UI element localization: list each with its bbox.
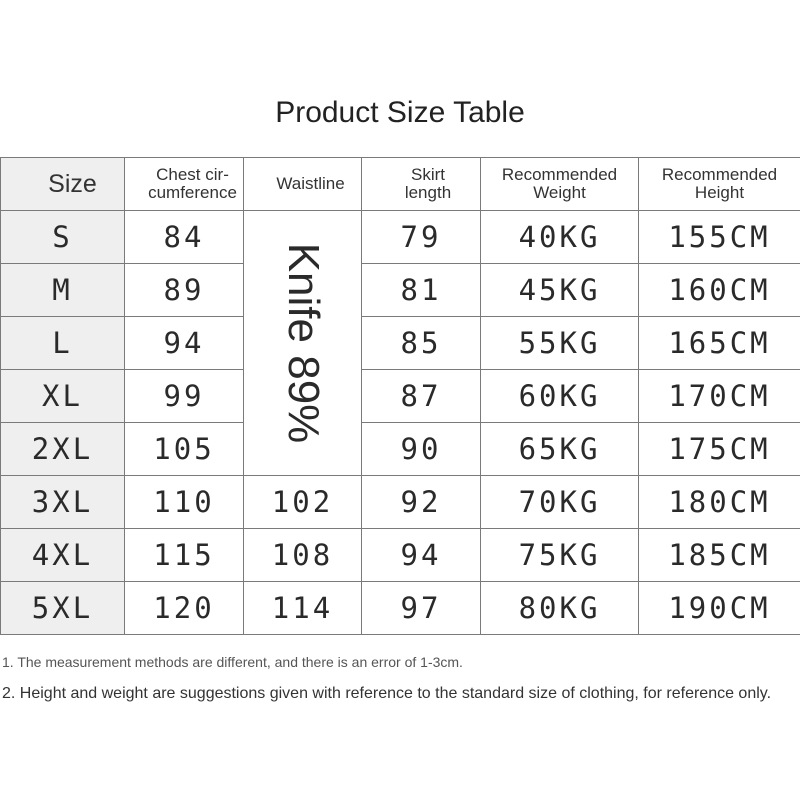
skirt-cell: 81: [362, 264, 481, 317]
header-weight-line2: Weight: [533, 183, 586, 202]
knife-label: Knife 89%: [278, 242, 328, 444]
size-table: [0, 157, 800, 635]
weight-cell: 75KG: [481, 529, 639, 582]
note-measurement-error: 1. The measurement methods are different, and there is an error of 1-3cm.: [2, 654, 463, 670]
height-cell: 180CM: [639, 476, 800, 529]
height-cell: 170CM: [639, 370, 800, 423]
chest-cell: 115: [125, 529, 244, 582]
header-recommended-weight: [481, 158, 639, 211]
table-row: [1, 317, 800, 370]
height-cell: 155CM: [639, 211, 800, 264]
height-cell: 160CM: [639, 264, 800, 317]
chest-cell: 89: [125, 264, 244, 317]
table-row: [1, 264, 800, 317]
weight-cell: 55KG: [481, 317, 639, 370]
table-row: [1, 423, 800, 476]
weight-cell: 45KG: [481, 264, 639, 317]
size-cell: 5XL: [1, 582, 125, 635]
header-recommended-height: [639, 158, 800, 211]
skirt-cell: 94: [362, 529, 481, 582]
height-cell: 190CM: [639, 582, 800, 635]
height-cell: 165CM: [639, 317, 800, 370]
header-row: [1, 158, 800, 211]
header-height-line2: Height: [694, 183, 745, 202]
table-row: [1, 582, 800, 635]
waist-cell: 108: [244, 529, 362, 582]
chest-cell: 99: [125, 370, 244, 423]
chest-cell: 120: [125, 582, 244, 635]
table-row: [1, 529, 800, 582]
weight-cell: 80KG: [481, 582, 639, 635]
chest-cell: 94: [125, 317, 244, 370]
weight-cell: 40KG: [481, 211, 639, 264]
skirt-cell: 92: [362, 476, 481, 529]
table-row: [1, 370, 800, 423]
header-chest-line2: cumference: [148, 183, 237, 202]
header-chest-line1: Chest cir-: [156, 165, 229, 184]
chest-cell: 84: [125, 211, 244, 264]
table-row: [1, 211, 800, 264]
size-cell: S: [1, 211, 125, 264]
header-weight-line1: Recommended: [501, 165, 618, 184]
header-skirt-line1: Skirt: [411, 165, 445, 184]
header-size: Size: [1, 158, 125, 211]
waistline-merged-cell: [244, 211, 362, 476]
header-waistline: Waistline: [244, 158, 362, 211]
size-cell: L: [1, 317, 125, 370]
header-chest: [125, 158, 244, 211]
size-cell: 3XL: [1, 476, 125, 529]
skirt-cell: 87: [362, 370, 481, 423]
weight-cell: 65KG: [481, 423, 639, 476]
skirt-cell: 90: [362, 423, 481, 476]
waist-cell: 114: [244, 582, 362, 635]
size-cell: M: [1, 264, 125, 317]
header-skirt-length: [362, 158, 481, 211]
note-height-weight: 2. Height and weight are suggestions given with reference to the standard size of clothing, for reference only.: [2, 685, 772, 702]
header-skirt-line2: length: [404, 183, 452, 202]
page-title: Product Size Table: [275, 96, 525, 129]
height-cell: 175CM: [639, 423, 800, 476]
size-cell: 2XL: [1, 423, 125, 476]
chest-cell: 110: [125, 476, 244, 529]
size-cell: 4XL: [1, 529, 125, 582]
skirt-cell: 97: [362, 582, 481, 635]
chest-cell: 105: [125, 423, 244, 476]
size-cell: XL: [1, 370, 125, 423]
skirt-cell: 79: [362, 211, 481, 264]
skirt-cell: 85: [362, 317, 481, 370]
height-cell: 185CM: [639, 529, 800, 582]
weight-cell: 70KG: [481, 476, 639, 529]
header-height-line1: Recommended: [661, 165, 778, 184]
waist-cell: 102: [244, 476, 362, 529]
table-row: [1, 476, 800, 529]
weight-cell: 60KG: [481, 370, 639, 423]
